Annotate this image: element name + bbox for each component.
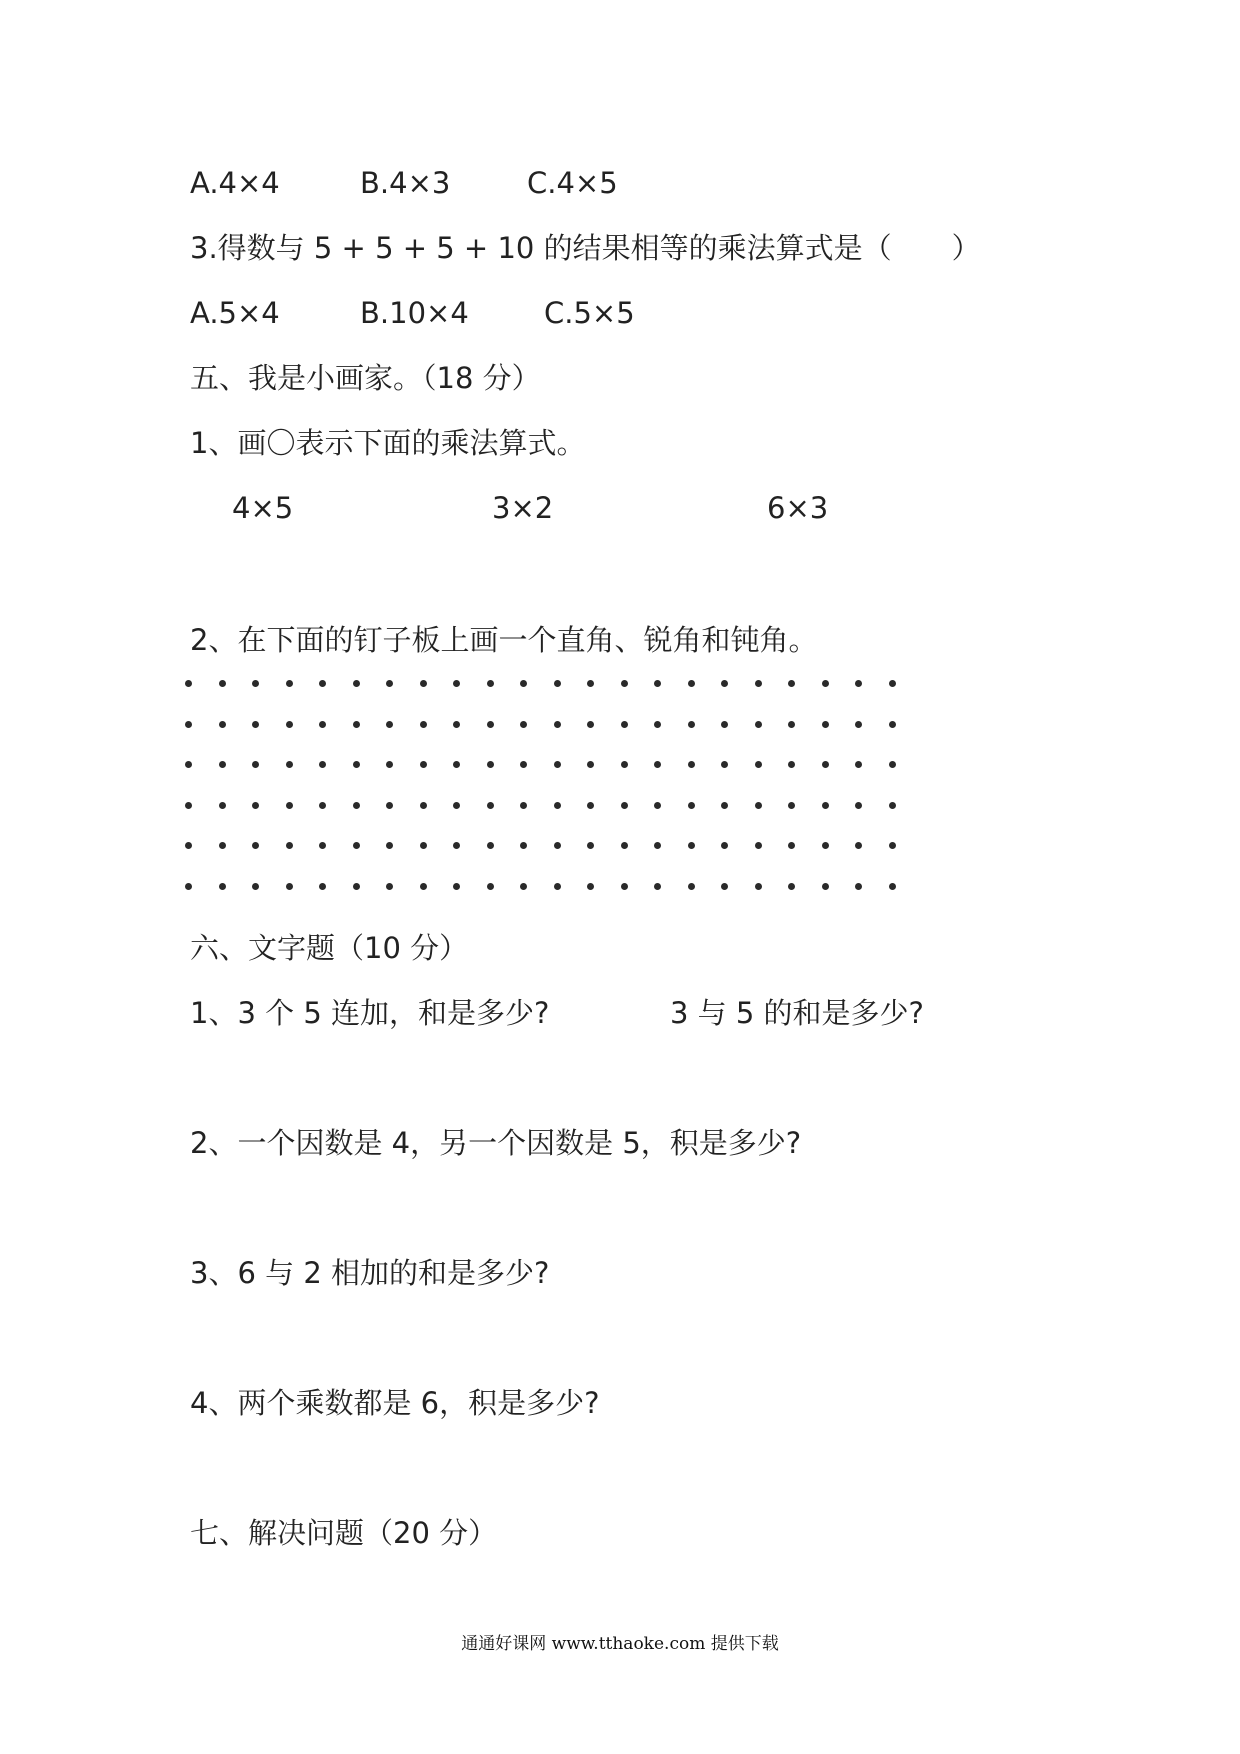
peg-dot: [487, 721, 494, 728]
q3-close-paren: ）: [951, 231, 981, 265]
peg-dot: [554, 761, 561, 768]
peg-dot: [252, 721, 259, 728]
peg-dot: [487, 680, 494, 687]
peg-dot: [185, 680, 192, 687]
peg-dot: [822, 761, 829, 768]
peg-dot: [755, 680, 762, 687]
peg-dot: [286, 802, 293, 809]
peg-dot: [353, 842, 360, 849]
peg-dot: [755, 761, 762, 768]
peg-dot: [587, 680, 594, 687]
peg-dot: [855, 761, 862, 768]
q3-option-a: A.5×4: [190, 296, 280, 330]
peg-dot: [587, 761, 594, 768]
peg-dot: [587, 721, 594, 728]
q3-option-b: B.10×4: [360, 296, 469, 330]
peg-dot: [788, 721, 795, 728]
peg-dot: [252, 842, 259, 849]
peg-dot: [755, 842, 762, 849]
peg-dot: [386, 842, 393, 849]
section6-q1a: 1、3 个 5 连加，和是多少?: [190, 996, 550, 1030]
peg-dot: [520, 680, 527, 687]
peg-dot: [855, 842, 862, 849]
peg-dot: [822, 680, 829, 687]
peg-dot: [587, 802, 594, 809]
section6-title: 六、文字题（10 分）: [190, 931, 469, 965]
peg-dot: [185, 802, 192, 809]
peg-dot: [386, 680, 393, 687]
peg-dot: [453, 721, 460, 728]
peg-dot: [185, 761, 192, 768]
peg-dot: [453, 680, 460, 687]
peg-dot: [252, 883, 259, 890]
peg-dot: [654, 721, 661, 728]
peg-dot: [721, 802, 728, 809]
peg-dot: [822, 721, 829, 728]
peg-dot: [386, 721, 393, 728]
peg-dot: [755, 802, 762, 809]
peg-dot: [520, 761, 527, 768]
peg-dot: [286, 883, 293, 890]
peg-dot: [319, 680, 326, 687]
peg-dot: [487, 802, 494, 809]
expression-1: 4×5: [232, 491, 294, 525]
peg-dot: [621, 680, 628, 687]
peg-dot: [788, 761, 795, 768]
peg-dot: [252, 761, 259, 768]
peg-dot: [319, 883, 326, 890]
peg-dot: [788, 680, 795, 687]
peg-dot: [319, 802, 326, 809]
peg-dot: [688, 842, 695, 849]
peg-dot: [353, 680, 360, 687]
peg-dot: [721, 680, 728, 687]
peg-dot: [889, 680, 896, 687]
section6-q4: 4、两个乘数都是 6，积是多少?: [190, 1386, 600, 1420]
peg-dot: [353, 761, 360, 768]
peg-dot: [855, 721, 862, 728]
peg-dot: [755, 883, 762, 890]
peg-dot: [319, 761, 326, 768]
peg-dot: [654, 842, 661, 849]
peg-dot: [855, 883, 862, 890]
peg-dot: [889, 883, 896, 890]
peg-dot: [554, 883, 561, 890]
q3-question: [190, 230, 981, 266]
peg-dot: [520, 842, 527, 849]
section5-q1: 1、画〇表示下面的乘法算式。: [190, 426, 586, 460]
peg-dot: [621, 883, 628, 890]
peg-dot: [453, 883, 460, 890]
peg-dot: [286, 761, 293, 768]
peg-dot: [520, 883, 527, 890]
peg-dot: [520, 802, 527, 809]
peg-dot: [654, 680, 661, 687]
peg-dot: [487, 883, 494, 890]
q3-option-c: C.5×5: [544, 296, 635, 330]
peg-dot: [688, 761, 695, 768]
peg-dot: [654, 761, 661, 768]
peg-dot: [654, 883, 661, 890]
peg-dot: [688, 721, 695, 728]
peg-dot: [219, 761, 226, 768]
peg-dot: [219, 680, 226, 687]
q2-option-c: C.4×5: [527, 166, 618, 200]
expression-3: 6×3: [767, 491, 829, 525]
peg-dot: [319, 842, 326, 849]
peg-dot: [721, 842, 728, 849]
peg-dot: [587, 883, 594, 890]
peg-dot: [554, 842, 561, 849]
section6-q2: 2、一个因数是 4，另一个因数是 5，积是多少?: [190, 1126, 802, 1160]
peg-dot: [420, 680, 427, 687]
peg-dot: [386, 802, 393, 809]
peg-dot: [688, 802, 695, 809]
peg-dot: [286, 842, 293, 849]
peg-dot: [788, 842, 795, 849]
peg-dot: [889, 802, 896, 809]
peg-dot: [353, 883, 360, 890]
peg-dot: [453, 802, 460, 809]
peg-dot: [185, 883, 192, 890]
peg-dot: [185, 842, 192, 849]
peg-dot: [654, 802, 661, 809]
q2-option-b: B.4×3: [360, 166, 451, 200]
peg-dot: [688, 680, 695, 687]
peg-dot: [788, 883, 795, 890]
peg-dot: [621, 842, 628, 849]
peg-dot: [822, 883, 829, 890]
footer-watermark: 通通好课网 www.tthaoke.com 提供下载: [461, 1634, 779, 1654]
peg-dot: [420, 802, 427, 809]
peg-dot: [286, 721, 293, 728]
peg-dot: [353, 721, 360, 728]
peg-dot: [420, 883, 427, 890]
section5-title: 五、我是小画家。（18 分）: [190, 361, 541, 395]
peg-dot: [822, 802, 829, 809]
peg-dot: [453, 842, 460, 849]
peg-dot: [621, 802, 628, 809]
peg-dot: [688, 883, 695, 890]
peg-dot: [219, 883, 226, 890]
expression-2: 3×2: [492, 491, 554, 525]
q2-option-a: A.4×4: [190, 166, 280, 200]
peg-dot: [721, 761, 728, 768]
peg-dot: [420, 721, 427, 728]
peg-dot: [621, 761, 628, 768]
section7-title: 七、解决问题（20 分）: [190, 1516, 498, 1550]
peg-dot: [386, 761, 393, 768]
peg-dot: [252, 802, 259, 809]
peg-dot: [721, 883, 728, 890]
peg-dot: [219, 802, 226, 809]
section6-q1b: 3 与 5 的和是多少?: [670, 996, 924, 1030]
peg-dot: [420, 842, 427, 849]
peg-dot: [889, 721, 896, 728]
peg-dot: [855, 680, 862, 687]
peg-dot: [889, 761, 896, 768]
peg-dot: [889, 842, 896, 849]
peg-dot: [453, 761, 460, 768]
peg-dot: [353, 802, 360, 809]
q3-question-text: 3.得数与 5 + 5 + 5 + 10 的结果相等的乘法算式是（: [190, 231, 892, 265]
peg-dot: [721, 721, 728, 728]
peg-dot: [554, 802, 561, 809]
peg-dot: [520, 721, 527, 728]
peg-dot: [855, 802, 862, 809]
peg-dot: [185, 721, 192, 728]
section6-q3: 3、6 与 2 相加的和是多少?: [190, 1256, 550, 1290]
peg-dot: [554, 680, 561, 687]
peg-dot: [587, 842, 594, 849]
peg-dot: [252, 680, 259, 687]
peg-dot: [554, 721, 561, 728]
peg-dot: [487, 842, 494, 849]
peg-dot: [788, 802, 795, 809]
peg-dot: [822, 842, 829, 849]
peg-dot: [487, 761, 494, 768]
peg-dot: [755, 721, 762, 728]
peg-dot: [286, 680, 293, 687]
section5-q2: 2、在下面的钉子板上画一个直角、锐角和钝角。: [190, 623, 818, 657]
peg-dot: [319, 721, 326, 728]
peg-dot: [219, 721, 226, 728]
peg-dot: [621, 721, 628, 728]
peg-dot: [386, 883, 393, 890]
peg-dot: [219, 842, 226, 849]
peg-dot: [420, 761, 427, 768]
